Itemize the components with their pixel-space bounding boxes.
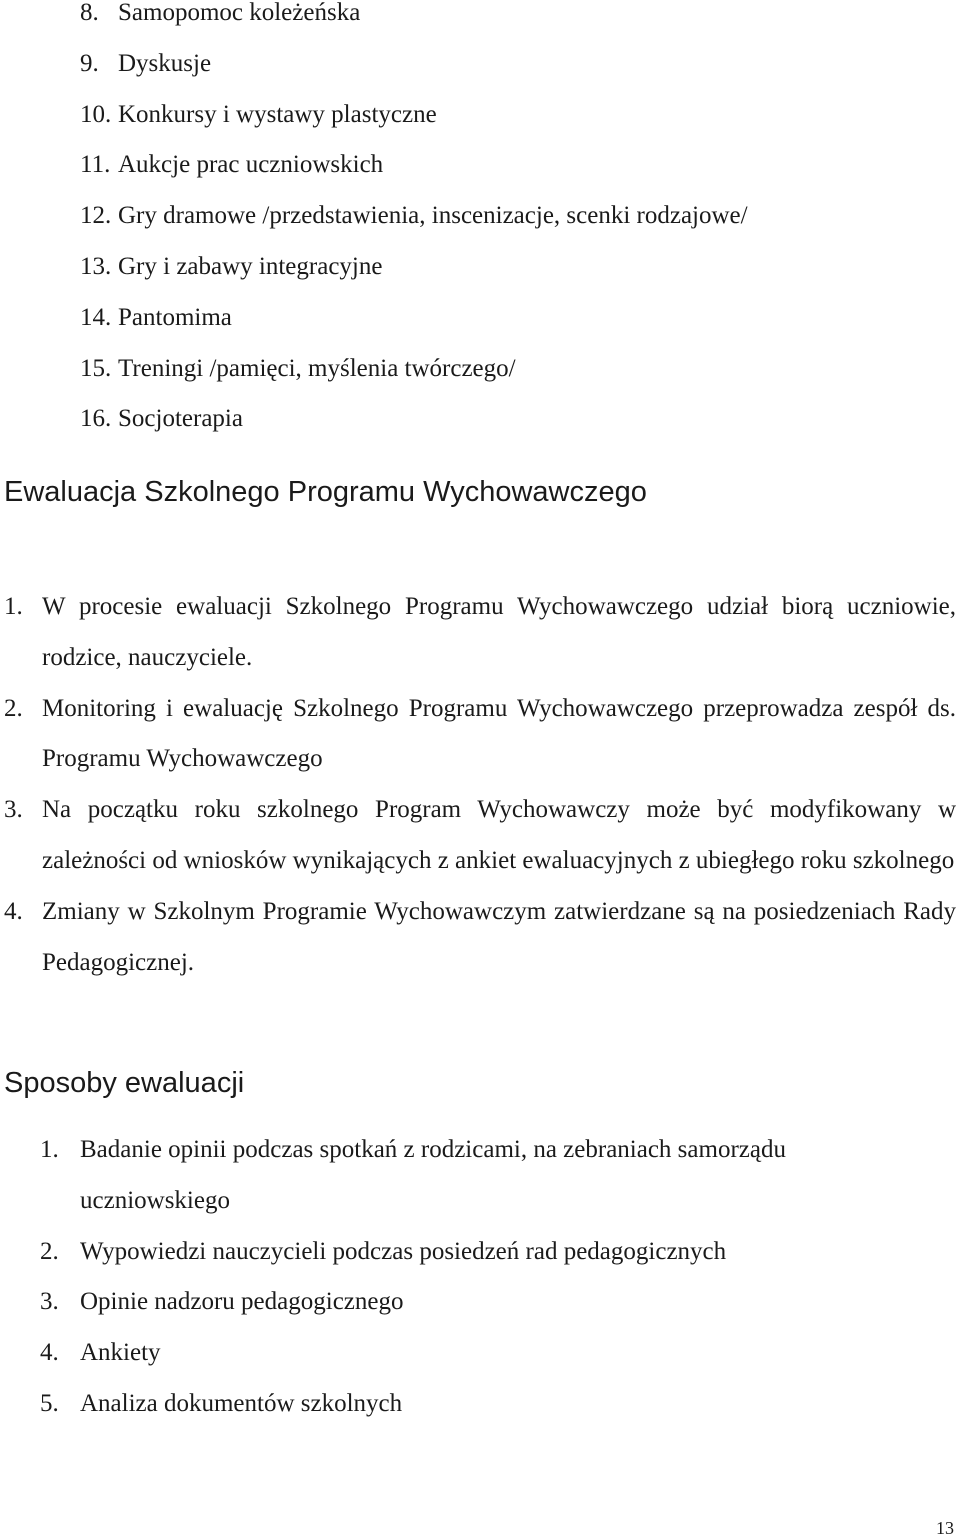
list-item-number: 2. <box>40 1237 59 1265</box>
list-item-number: 4. <box>4 897 23 925</box>
list-item <box>80 39 748 90</box>
list-item-text: Wypowiedzi nauczycieli podczas posiedzeń rad pedagogicznych <box>80 1237 727 1265</box>
list-item-number: 12. <box>80 202 112 230</box>
list-item <box>80 293 748 344</box>
list-item-number: 2. <box>4 694 23 722</box>
list-item-text: Zmiany w Szkolnym Programie Wychowawczym zatwierdzane są na posiedzeniach Rady Pedagogicznej. <box>42 897 956 976</box>
section-heading-evaluation: Ewaluacja Szkolnego Programu Wychowawczego <box>4 476 647 508</box>
list-item-number: 11. <box>80 151 111 179</box>
list-item-number: 13. <box>80 252 112 280</box>
list-item-number: 3. <box>40 1288 59 1316</box>
list-item-text: Ankiety <box>80 1339 161 1367</box>
list-item-text: Konkursy i wystawy plastyczne <box>118 100 437 128</box>
list-item <box>80 0 748 39</box>
list-item <box>4 785 956 887</box>
methods-list <box>40 1125 920 1430</box>
list-item-text: W procesie ewaluacji Szkolnego Programu Wychowawczego udział biorą uczniowie, rodzice, nauczyciele. <box>42 593 956 671</box>
list-item-number: 1. <box>4 593 23 620</box>
section-heading-methods: Sposoby ewaluacji <box>4 1067 245 1099</box>
list-item <box>80 140 748 191</box>
list-item-text: Aukcje prac uczniowskich <box>118 151 384 179</box>
list-item-text: Gry i zabawy integracyjne <box>118 252 383 280</box>
list-item-text: Gry dramowe /przedstawienia, inscenizacje, scenki rodzajowe/ <box>118 202 748 230</box>
page-number: 13 <box>936 1518 954 1538</box>
list-item-text: Badanie opinii podczas spotkań z rodzicami, na zebraniach samorządu uczniowskiego <box>80 1136 786 1214</box>
list-item-text: Opinie nadzoru pedagogicznego <box>80 1288 404 1316</box>
list-item-text: Treningi /pamięci, myślenia twórczego/ <box>118 354 516 382</box>
list-item <box>80 394 748 445</box>
list-item-number: 10. <box>80 100 112 128</box>
list-item <box>4 582 956 684</box>
list-item-text: Monitoring i ewaluację Szkolnego Programu Wychowawczego przeprowadza zespół ds. Programu Wychowawczego <box>42 694 956 773</box>
list-item-text: Analiza dokumentów szkolnych <box>80 1389 403 1417</box>
list-item <box>4 887 956 989</box>
list-item <box>40 1227 920 1278</box>
list-item-text: Pantomima <box>118 303 232 331</box>
list-item <box>80 242 748 293</box>
list-item <box>40 1125 920 1227</box>
list-item <box>80 90 748 141</box>
list-item <box>80 344 748 395</box>
list-item <box>80 191 748 242</box>
list-item-number: 3. <box>4 796 23 824</box>
list-item-number: 16. <box>80 405 112 433</box>
list-item-number: 15. <box>80 354 112 382</box>
list-item-number: 1. <box>40 1136 59 1163</box>
list-item-number: 8. <box>80 0 99 26</box>
list-item <box>40 1328 920 1379</box>
list-item-number: 5. <box>40 1389 59 1417</box>
list-item-text: Socjoterapia <box>118 405 243 433</box>
list-item-number: 14. <box>80 303 112 331</box>
list-item-text: Dyskusje <box>118 49 212 77</box>
list-item <box>4 684 956 786</box>
list-item-number: 4. <box>40 1339 59 1367</box>
list-item-text: Samopomoc koleżeńska <box>118 0 361 26</box>
evaluation-list <box>4 582 956 988</box>
activities-list <box>80 0 748 445</box>
list-item <box>40 1379 920 1430</box>
list-item-text: Na początku roku szkolnego Program Wychowawczy może być modyfikowany w zależności od wniosków wynikających z ankiet ewaluacyjnych z ubiegłego roku szkolnego <box>42 796 956 874</box>
list-item <box>40 1277 920 1328</box>
list-item-number: 9. <box>80 49 99 77</box>
